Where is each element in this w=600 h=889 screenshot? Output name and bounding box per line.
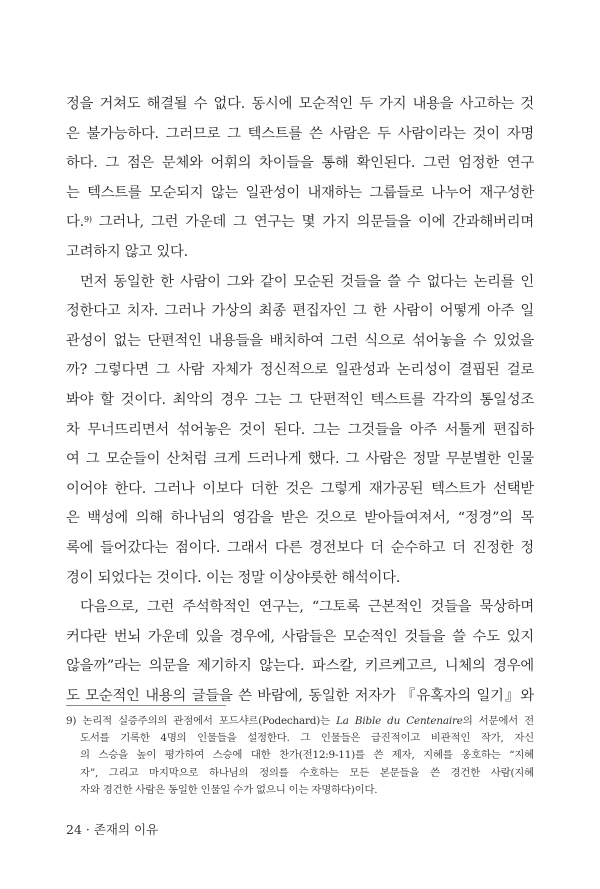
body-line: 고려하지 않고 있다. bbox=[66, 243, 188, 260]
footnote-reference[interactable]: 9) bbox=[83, 215, 92, 225]
body-line: 않을까”라는 의문을 제기하지 않는다. 파스칼, 키르케고르, 니체의 경우에 bbox=[66, 658, 534, 675]
footnote-marker: 9) bbox=[66, 715, 77, 727]
body-line: 는 텍스트를 모순되지 않는 일관성이 내재하는 그룹들로 나누어 재구성한 bbox=[66, 184, 534, 201]
page-footer bbox=[66, 820, 158, 838]
body-line: 은 백성에 의해 하나님의 영감을 받은 것으로 받아들여져서, “정경”의 목 bbox=[66, 510, 534, 527]
body-line: 이어야 한다. 그러나 이보다 더한 것은 그렇게 재가공된 텍스트가 선택받 bbox=[66, 480, 534, 497]
footnote-text: 의 서문에서 전 bbox=[462, 715, 534, 727]
body-line: 은 불가능하다. 그러므로 그 텍스트를 쓴 사람은 두 사람이라는 것이 자명 bbox=[66, 125, 534, 142]
body-line: 록에 들어갔다는 점이다. 그래서 다른 경전보다 더 순수하고 더 진정한 정 bbox=[66, 539, 534, 556]
body-line: 정을 거쳐도 해결될 수 없다. 동시에 모순적인 두 가지 내용을 사고하는 것 bbox=[66, 96, 534, 112]
body-line: 하다. 그 점은 문체와 어휘의 차이들을 통해 확인된다. 그런 엄정한 연구 bbox=[66, 155, 534, 172]
folio-separator: · bbox=[81, 822, 94, 837]
running-title: 존재의 이유 bbox=[93, 822, 159, 837]
footnote-text: 논리적 실증주의의 관점에서 포드샤르(Podechard)는 bbox=[82, 715, 337, 727]
body-line: 다음으로, 그런 주석학적인 연구는, “그토록 근본적인 것들을 묵상하며 bbox=[80, 599, 534, 616]
body-line: 까? 그렇다면 그 사람 자체가 정신적으로 일관성과 논리성이 결핍된 걸로 bbox=[66, 362, 534, 379]
body-line: 도 모순적인 내용의 글들을 쓴 바람에, 동일한 저자가 『유혹자의 일기』와 bbox=[66, 687, 534, 704]
body-line: 경이 되었다는 것이다. 이는 정말 이상야릇한 해석이다. bbox=[66, 569, 401, 586]
body-text bbox=[66, 90, 534, 711]
body-line: 봐야 할 것이다. 최악의 경우 그는 그 단편적인 텍스트를 각각의 통일성조 bbox=[66, 391, 534, 408]
body-line: 먼저 동일한 한 사람이 그와 같이 모순된 것들을 쓸 수 없다는 논리를 인 bbox=[80, 273, 534, 290]
footnote-line bbox=[66, 713, 534, 730]
body-line-part: 다. bbox=[66, 214, 84, 231]
body-line: 커다란 번뇌 가운데 있을 경우에, 사람들은 모순적인 것들을 쓸 수도 있지 bbox=[66, 628, 534, 645]
footnote-book-title: La Bible du Centenaire bbox=[336, 715, 463, 727]
footnote-line: 자”, 그리고 마지막으로 하나님의 정의를 수호하는 모든 본문들을 쓴 경건한 사람(지혜 bbox=[80, 766, 534, 779]
footnote-line: 의 스승을 높이 평가하여 스승에 대한 찬가(전12:9-11)를 쓴 제자, 지혜를 옹호하는 “지혜 bbox=[80, 749, 534, 762]
body-line: 관성이 없는 단편적인 내용들을 배치하여 그런 식으로 섞어놓을 수 있었을 bbox=[66, 332, 534, 349]
body-line bbox=[66, 208, 534, 238]
body-line: 차 무너뜨리면서 섞어놓은 것이 된다. 그는 그것들을 아주 서툴게 편집하 bbox=[66, 421, 534, 438]
body-line: 여 그 모순들이 산처럼 크게 드러나게 했다. 그 사람은 정말 무분별한 인물 bbox=[66, 451, 534, 468]
footnote bbox=[66, 713, 534, 799]
body-line: 정한다고 치자. 그러나 가상의 최종 편집자인 그 한 사람이 어떻게 아주 일 bbox=[66, 303, 534, 320]
footnote-divider bbox=[66, 705, 226, 706]
body-line-part: 그러나, 그런 가운데 그 연구는 몇 가지 의문들을 이에 간과해버리며 bbox=[91, 214, 534, 231]
footnote-line: 도서를 기록한 4명의 인물들을 설정한다. 그 인물들은 급진적이고 비관적인 작가, 자신 bbox=[80, 732, 534, 745]
page-number: 24 bbox=[66, 822, 82, 837]
footnote-line: 자와 경건한 사람은 동일한 인물일 수가 없으니 이는 자명하다)이다. bbox=[80, 783, 378, 796]
